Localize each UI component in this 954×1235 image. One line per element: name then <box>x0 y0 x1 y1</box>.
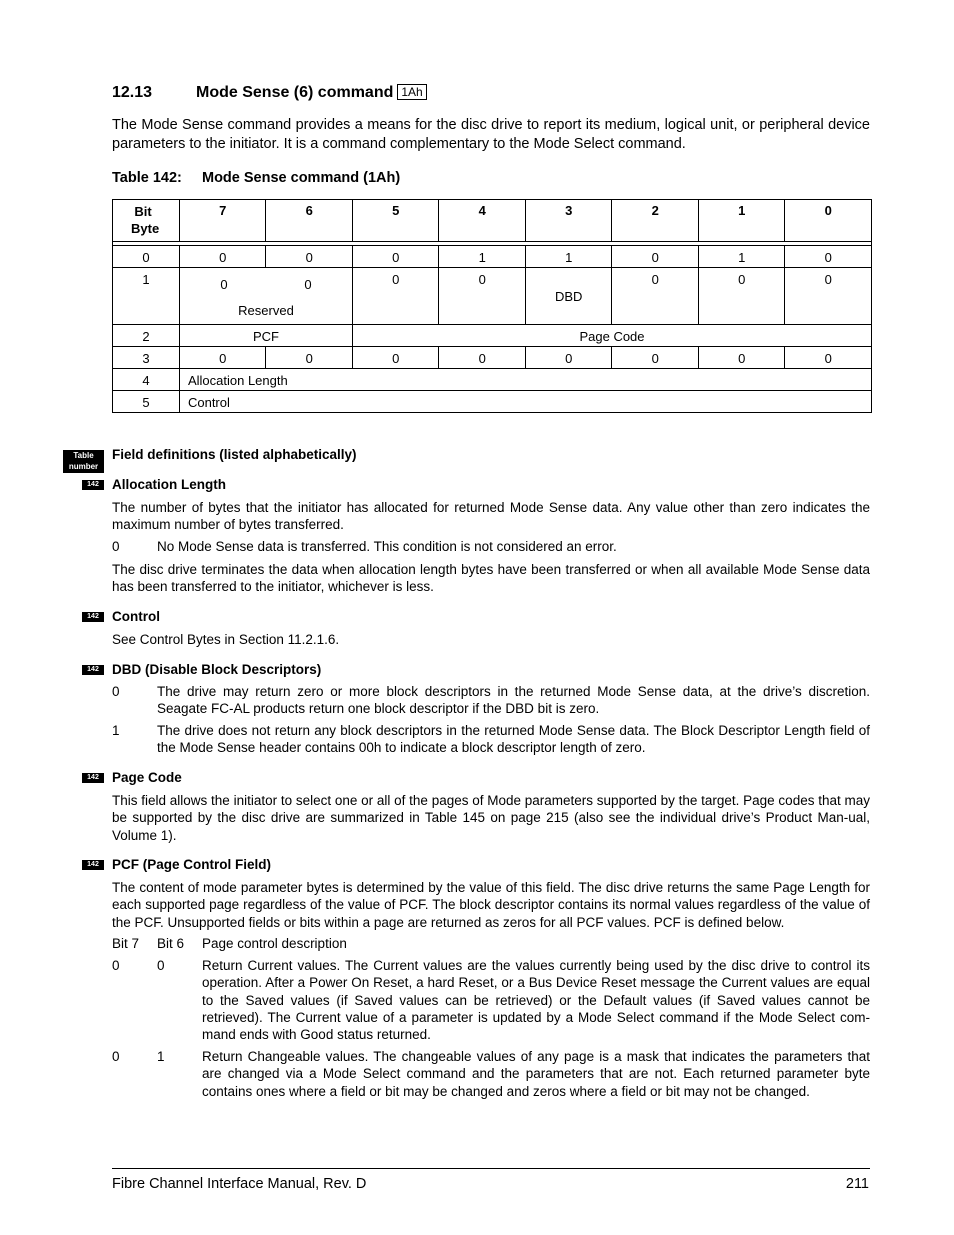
bit-cell: 0 <box>353 246 439 268</box>
bit-cell: 0 <box>698 268 784 325</box>
bit-cell: 1 <box>439 246 525 268</box>
bit-cell: 0 <box>353 347 439 369</box>
bit-header: 4 <box>439 200 525 242</box>
allocation-length-cell: Allocation Length <box>179 369 871 391</box>
reserved-cell <box>179 268 352 325</box>
table-row-byte3 <box>113 347 872 369</box>
pcf-header-row: Bit 7 Bit 6 Page control description <box>112 936 347 951</box>
bit-header: 3 <box>525 200 612 242</box>
allocation-length-note: The disc drive terminates the data when allocation length bytes have been transferred or when all available Mode Sense data has been transferred to the initiator, whichever is less. <box>112 562 870 595</box>
allocation-length-description: The number of bytes that the initiator has allocated for returned Mode Sense data. Any value other than zero indicates the maximum number of bytes transferred. <box>112 500 870 533</box>
footer-rule <box>112 1168 870 1169</box>
opcode-box: 1Ah <box>397 84 426 100</box>
table-ref-tag: 142 <box>82 860 104 870</box>
byte-number: 2 <box>113 325 180 347</box>
section-heading <box>112 84 427 102</box>
field-title-dbd: DBD (Disable Block Descriptors) <box>112 662 322 677</box>
table-row-byte1 <box>113 268 872 325</box>
bit-cell: 0 <box>179 246 266 268</box>
table-header-row <box>113 200 872 242</box>
pcf-description: The content of mode parameter bytes is determined by the value of this field. The disc drive returns the same Page Length for each supported page regardless of the value of PCF. The block descriptor contains its normal values regardless of the value of the PCF. Unsupported fields or bits within a page are returned as zeros for all PCF values. PCF is defined below. <box>112 880 870 930</box>
bit-header: 6 <box>266 200 353 242</box>
dbd-item-1: 1 The drive does not return any block descriptors in the returned Mode Sense data. The Block Descriptor Length field of the Mode Sense header contains 00h to indicate a block descriptor length of zero. <box>112 723 870 756</box>
mode-sense-command-table <box>112 199 872 413</box>
table-row-byte5 <box>113 391 872 413</box>
pcf-row-01: 0 1 Return Changeable values. The changeable values of any page is a mask that indicates the parameters that are changed via a Mode Select command and the parameters that are not. Each returned parameter byte contains ones where a field or bit may be changed and zeros where a field or bit may not be changed. <box>112 1049 870 1099</box>
bit-header: 2 <box>612 200 698 242</box>
reserved-label: Reserved <box>238 303 294 318</box>
byte-number: 3 <box>113 347 180 369</box>
field-title-pcf: PCF (Page Control Field) <box>112 857 272 872</box>
bit-cell: 0 <box>612 246 698 268</box>
page-code-cell: Page Code <box>353 325 872 347</box>
bit-header: 1 <box>698 200 784 242</box>
bit-cell: 0 <box>266 246 353 268</box>
table-caption-title: Mode Sense command (1Ah) <box>202 170 401 186</box>
byte-number: 1 <box>113 268 180 325</box>
bit-cell: 0 <box>304 277 312 292</box>
bit-byte-cell <box>113 200 180 242</box>
byte-number: 0 <box>113 246 180 268</box>
table-caption <box>112 170 400 186</box>
bit-header: 0 <box>785 200 872 242</box>
bit-cell: 0 <box>525 347 612 369</box>
bit-cell: 1 <box>698 246 784 268</box>
bit-header: 5 <box>353 200 439 242</box>
bit-cell: 0 <box>439 268 525 325</box>
bit-cell: 0 <box>353 268 439 325</box>
allocation-length-item: 0 No Mode Sense data is transferred. This condition is not considered an error. <box>112 539 617 554</box>
bit-cell: 0 <box>785 347 872 369</box>
field-title-page-code: Page Code <box>112 770 182 785</box>
table-row-byte2 <box>113 325 872 347</box>
bit-cell: 0 <box>785 246 872 268</box>
table-row-byte0 <box>113 246 872 268</box>
table-ref-tag: 142 <box>82 480 104 490</box>
field-title-control: Control <box>112 609 160 624</box>
field-title-allocation-length: Allocation Length <box>112 477 226 492</box>
pcf-cell: PCF <box>179 325 352 347</box>
bit-label: Bit <box>134 204 152 219</box>
page-number: 211 <box>845 1176 869 1192</box>
control-description: See Control Bytes in Section 11.2.1.6. <box>112 632 340 647</box>
dbd-cell: DBD <box>525 268 612 325</box>
section-title: Mode Sense (6) command <box>196 84 394 101</box>
bit-cell: 0 <box>179 347 266 369</box>
byte-label: Byte <box>131 221 160 236</box>
table-caption-number: Table 142: <box>112 170 182 186</box>
dbd-item-0: 0 The drive may return zero or more block descriptors in the returned Mode Sense data, at the drive’s discretion. Seagate FC-AL products return one block descriptor if the DBD bit is zero. <box>112 684 870 717</box>
bit-cell: 1 <box>525 246 612 268</box>
table-ref-tag: 142 <box>82 773 104 783</box>
bit-header: 7 <box>179 200 266 242</box>
bit-cell: 0 <box>439 347 525 369</box>
section-number: 12.13 <box>112 84 153 101</box>
table-ref-tag: 142 <box>82 612 104 622</box>
page-code-description: This field allows the initiator to select one or all of the pages of Mode parameters supported by the target. Page codes that may be supported by the disc drive are summarized in Table 145 on page 215 (also see the individual drive’s Product Man-ual, Volume 1). <box>112 793 870 843</box>
table-ref-tag: 142 <box>82 665 104 675</box>
bit-cell: 0 <box>220 277 228 292</box>
bit-cell: 0 <box>612 347 698 369</box>
footer-title: Fibre Channel Interface Manual, Rev. D <box>112 1176 367 1192</box>
byte-number: 5 <box>113 391 180 413</box>
table-number-tag: Table number <box>63 450 104 473</box>
control-cell: Control <box>179 391 871 413</box>
table-row-byte4 <box>113 369 872 391</box>
byte-number: 4 <box>113 369 180 391</box>
pcf-row-00: 0 0 Return Current values. The Current values are the values currently being used by the disc drive to control its operation. After a Power On Reset, a hard Reset, or a Bus Device Reset message the Current values are equal to the Saved values (if Saved values can be retrieved) or the Default values (if Saved values cannot be retrieved). The Current value of a parameter is updated by a Mode Select command if the Mode Select com-mand ends with Good status returned. <box>112 958 870 1043</box>
bit-cell: 0 <box>785 268 872 325</box>
bit-cell: 0 <box>266 347 353 369</box>
intro-paragraph: The Mode Sense command provides a means for the disc drive to report its medium, logical unit, or peripheral device parameters to the initiator. It is a command complementary to the Mode Select command. <box>112 117 870 152</box>
field-definitions-heading: Field definitions (listed alphabetically) <box>112 447 357 462</box>
bit-cell: 0 <box>698 347 784 369</box>
bit-cell: 0 <box>612 268 698 325</box>
